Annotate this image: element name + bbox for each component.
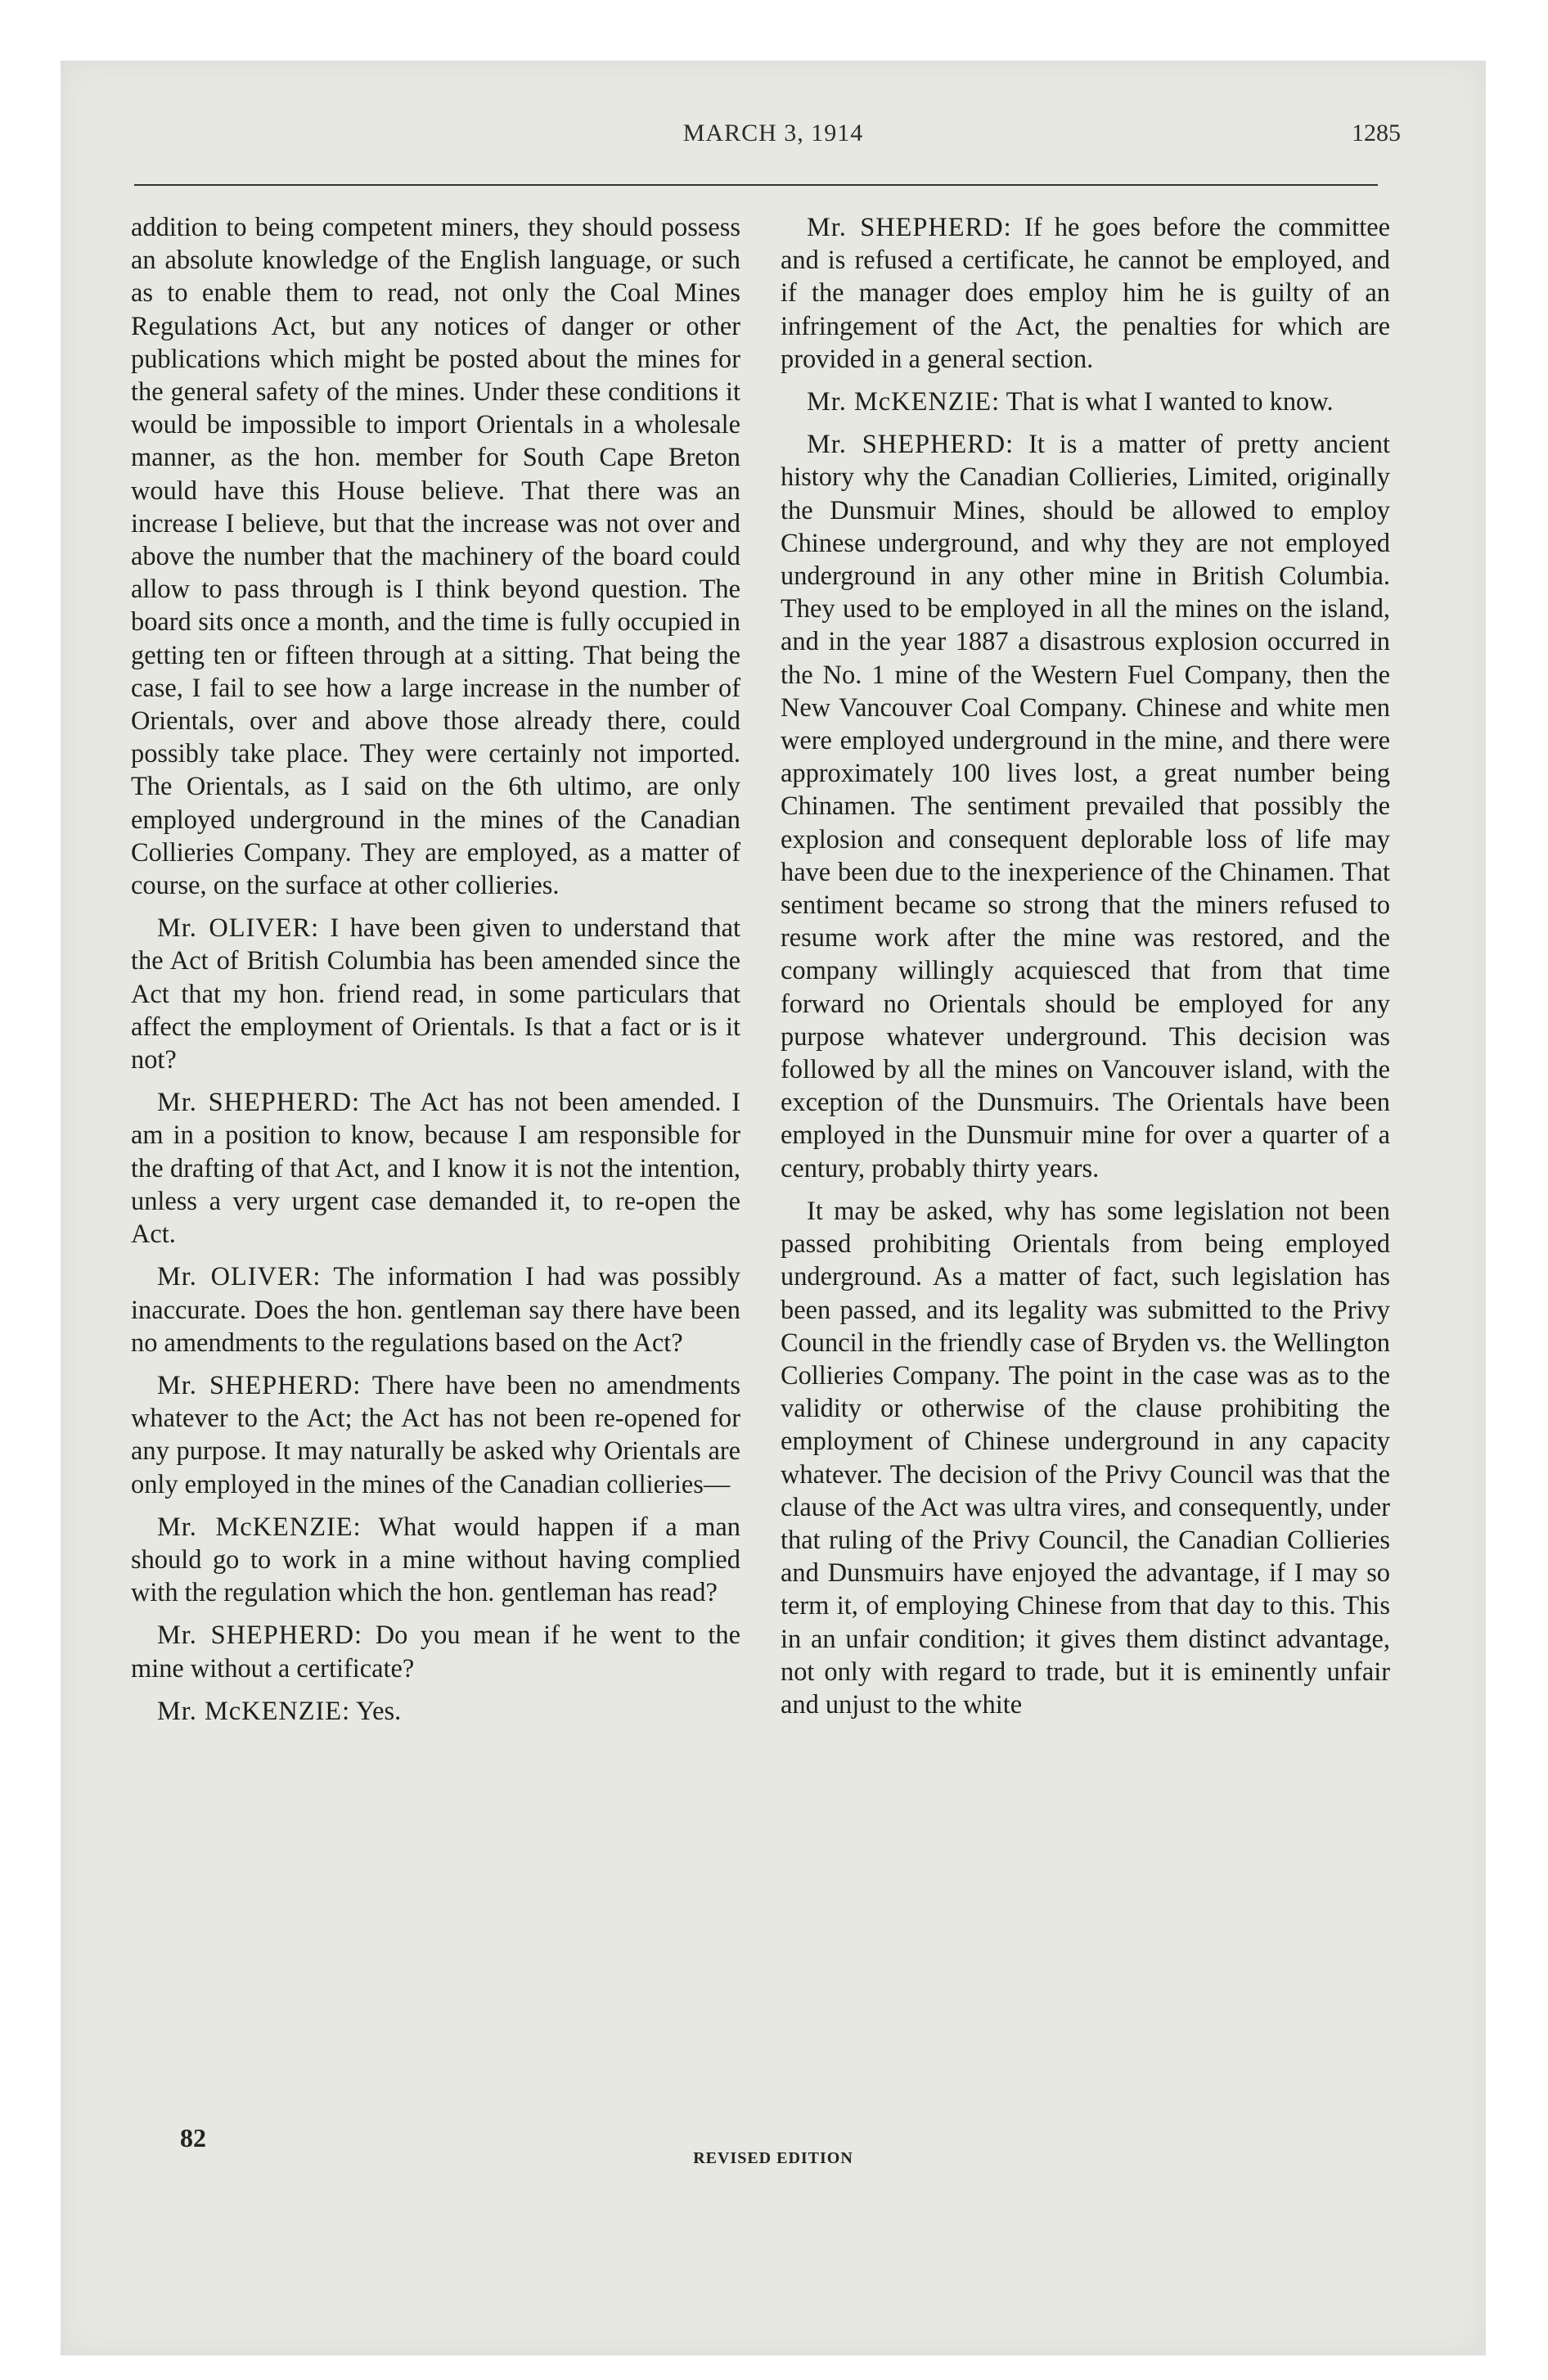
paragraph-text: addition to being competent miners, they should possess an absolute knowledge of the English language, or such as to enable them to read, not only the Coal Mines Regulations Act, but any notices of danger or other publications which might be posted about the mines for the general safety of the mines. Under these conditions it would be impossible to import Orientals in a wholesale manner, as the hon. member for South Cape Breton would have this House believe. That there was an increase I believe, but that the increase was not over and above the number that the machinery of the board could allow to pass through is I think beyond question. The board sits once a month, and the time is fully occupied in getting ten or fifteen through at a sitting. That being the case, I fail to see how a large increase in the number of Orientals, over and above those already there, could possibly take place. They were certainly not imported. The Orientals, as I said on the 6th ultimo, are only employed underground in the mines of the Canadian Collieries Company. They are employed, as a matter of course, on the surface at other collieries. bbox=[131, 213, 740, 901]
paragraph-text: The Act has not been amended. I am in a position to know, because I am responsible for the drafting of that Act, and I know it is not the intention, unless a very urgent case demanded it, to re-open the Act. bbox=[131, 1088, 741, 1250]
paragraph-text: What would happen if a man should go to work in a mine without having complied with the regulation which the hon. gentleman has read? bbox=[131, 1512, 740, 1608]
paragraph bbox=[781, 385, 1390, 418]
paragraph-text: Yes. bbox=[356, 1696, 402, 1726]
edition-label: REVISED EDITION bbox=[693, 2149, 853, 2167]
speaker-name: Mr. SHEPHERD: bbox=[157, 1370, 362, 1400]
paragraph bbox=[781, 428, 1390, 1185]
header-rule bbox=[134, 184, 1378, 186]
paragraph bbox=[781, 211, 1390, 376]
speaker-name: Mr. McKENZIE: bbox=[157, 1512, 362, 1542]
paragraph-text: I have been given to understand that the Act of British Columbia has been amended since the Act that my hon. friend read, in some particulars that affect the employment of Orientals. Is that a fact or is it not? bbox=[131, 913, 740, 1075]
running-head bbox=[61, 119, 1486, 169]
paragraph-text: If he goes before the committee and is refused a certificate, he cannot be employed, and if the manager does employ him he is guilty of an infringement of the Act, the penalties for which are provided in a general section. bbox=[781, 213, 1390, 374]
paragraph bbox=[131, 1086, 740, 1251]
paragraph bbox=[131, 1260, 740, 1359]
paragraph-text: It is a matter of pretty ancient history why the Canadian Collieries, Limited, originally the Dunsmuir Mines, should be allowed to employ Chinese underground, and why they are not employed underground in any other mine in British Columbia. They used to be employed in all the mines on the island, and in the year 1887 a disastrous explosion occurred in the No. 1 mine of the Western Fuel Company, then the New Vancouver Coal Company. Chinese and white men were employed underground in the mine, and there were approximately 100 lives lost, a great number being Chinamen. The sentiment prevailed that possibly the explosion and consequent deplorable loss of life may have been due to the inexperience of the Chinamen. That sentiment became so strong that the miners refused to resume work after the mine was restored, and the company willingly acquiesced that from that time forward no Orientals should be employed for any purpose whatever underground. This decision was followed by all the mines on Vancouver island, with the exception of the Dunsmuirs. The Orientals have been employed in the Dunsmuir mine for over a quarter of a century, probably thirty years. bbox=[781, 430, 1390, 1183]
paragraph bbox=[781, 1195, 1390, 1721]
paragraph-text: It may be asked, why has some legislation not been passed prohibiting Orientals from being employed underground. As a matter of fact, such legislation has been passed, and its legality was submitted to the Privy Council in the friendly case of Bryden vs. the Wellington Collieries Company. The point in the case was as to the validity or otherwise of the clause prohibiting the employment of Chinese underground in any capacity whatever. The decision of the Privy Council was that the clause of the Act was ultra vires, and consequently, under that ruling of the Privy Council, the Canadian Collieries and Dunsmuirs have enjoyed the advantage, if I may so term it, of employing Chinese from that day to this. This in an unfair condition; it gives them distinct advantage, not only with regard to trade, but it is eminently unfair and unjust to the white bbox=[781, 1196, 1390, 1720]
paragraph bbox=[131, 912, 740, 1076]
speaker-name: Mr. OLIVER: bbox=[157, 1262, 322, 1292]
speaker-name: Mr. SHEPHERD: bbox=[807, 213, 1012, 242]
paragraph bbox=[131, 1511, 740, 1610]
paragraph-text: The information I had was possibly inaccurate. Does the hon. gentleman say there have been no amendments to the regulations based on the Act? bbox=[131, 1262, 740, 1358]
header-date: MARCH 3, 1914 bbox=[682, 119, 864, 146]
speaker-name: Mr. SHEPHERD: bbox=[157, 1620, 362, 1651]
paragraph-text: That is what I wanted to know. bbox=[1006, 387, 1334, 417]
page-sheet bbox=[61, 61, 1486, 2355]
header-page-number: 1285 bbox=[1352, 119, 1401, 146]
left-column bbox=[131, 211, 740, 1738]
speaker-name: Mr. SHEPHERD: bbox=[157, 1088, 360, 1118]
paragraph bbox=[131, 1369, 740, 1501]
folio-number: 82 bbox=[180, 2123, 206, 2152]
speaker-name: Mr. SHEPHERD: bbox=[807, 430, 1015, 460]
paragraph-text: There have been no amendments whatever to the Act; the Act has not been re-opened for any purpose. It may naturally be asked why Orientals are only employed in the mines of the Canadian collieries— bbox=[131, 1370, 740, 1499]
right-column bbox=[781, 211, 1390, 1731]
speaker-name: Mr. OLIVER: bbox=[157, 913, 320, 944]
speaker-name: Mr. McKENZIE: bbox=[807, 387, 1001, 417]
paragraph bbox=[131, 1619, 740, 1684]
paragraph bbox=[131, 211, 740, 902]
paragraph-text: Do you mean if he went to the mine without a certificate? bbox=[131, 1620, 740, 1684]
paragraph bbox=[131, 1695, 740, 1728]
speaker-name: Mr. McKENZIE: bbox=[157, 1696, 351, 1726]
